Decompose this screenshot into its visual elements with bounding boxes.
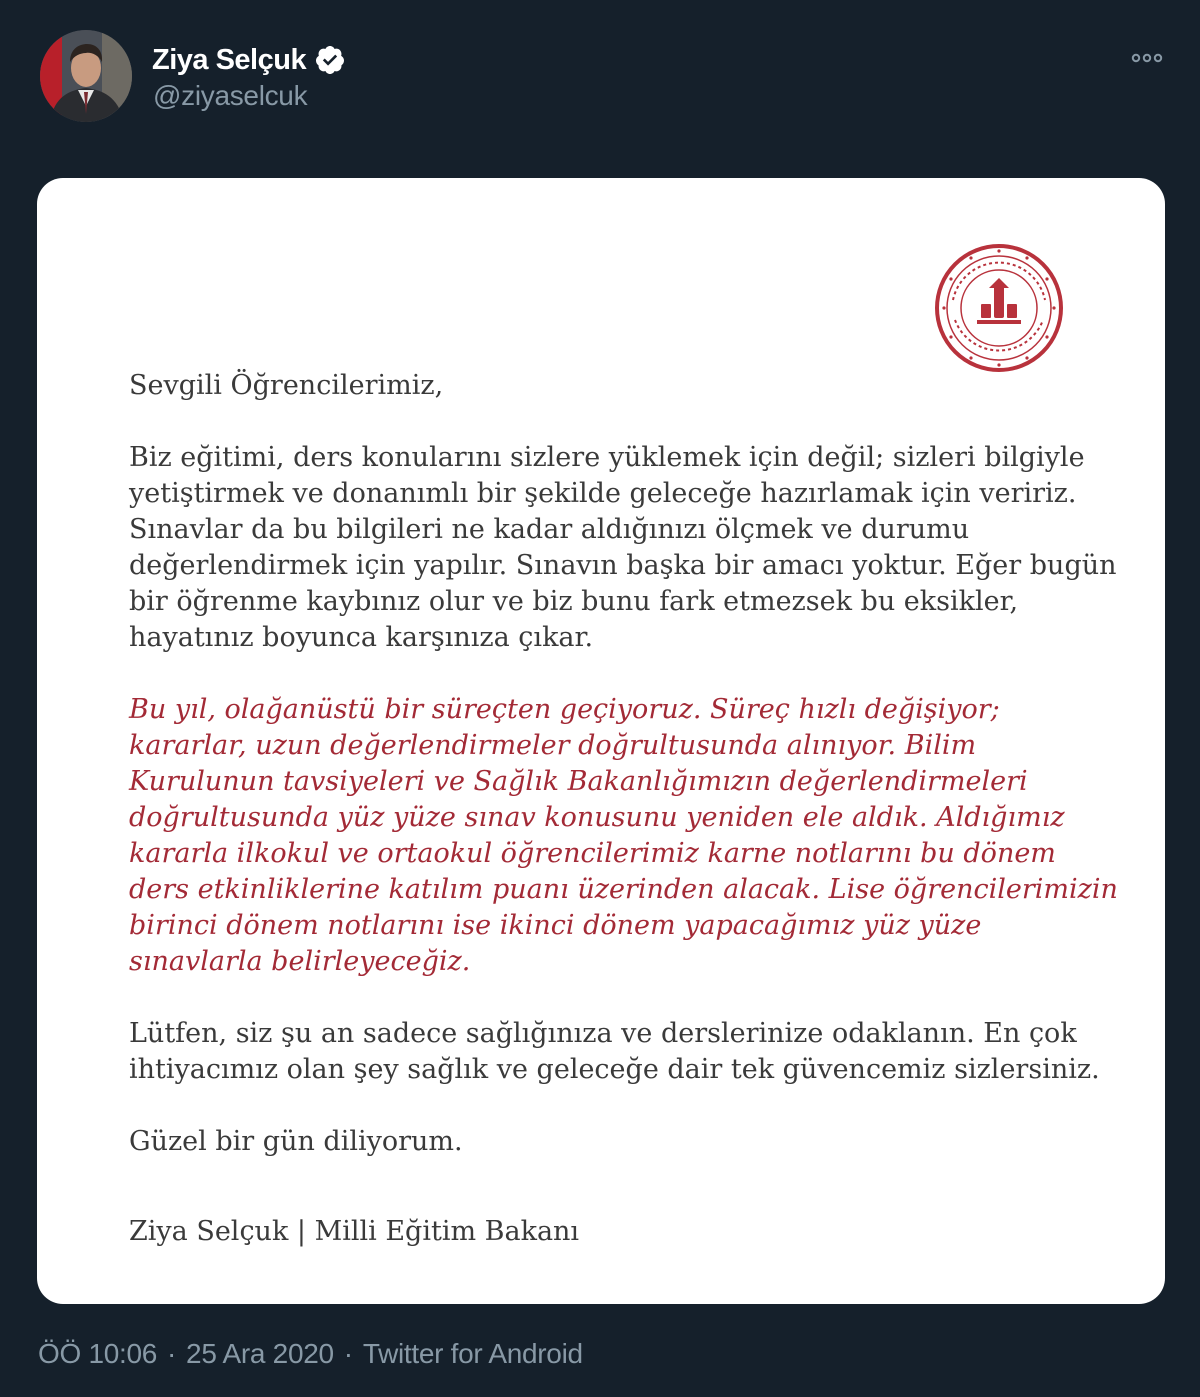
author-handle[interactable]: @ziyaselcuk — [153, 80, 308, 111]
ministry-seal-icon — [933, 242, 1065, 374]
letter-paragraph: Lütfen, siz şu an sadece sağlığınıza ve derslerinize odaklanın. En çok ihtiyacımız olan şey sağlık ve geleceğe dair tek güvencemiz sizlersiniz. — [129, 1018, 1100, 1085]
more-horizontal-icon[interactable] — [1130, 48, 1164, 68]
author-display-name[interactable]: Ziya Selçuk — [152, 43, 307, 76]
letter-signature: Ziya Selçuk | Milli Eğitim Bakanı — [129, 1216, 580, 1247]
tweet-source-link[interactable]: Twitter for Android — [362, 1338, 583, 1369]
avatar-photo — [40, 30, 132, 122]
letter-paragraph-emphasis: Bu yıl, olağanüstü bir süreçten geçiyoruz. Süreç hızlı değişiyor; kararlar, uzun değerlendirmeler doğrultusunda alınıyor. Bilim Kurulunun tavsiyeleri ve Sağlık Bakanlığımızın değerlendirmeleri doğrultusunda yüz yüze sınav konusunu yeniden ele aldık. Aldığımız kararla ilkokul ve ortaokul öğrencilerimiz karne notlarını bu dönem ders etkinliklerine katılım puanı üzerinden alacak. Lise öğrencilerimizin birinci dönem notlarını ise ikinci dönem yapacağımız yüz yüze sınavlarla belirleyeceğiz. — [129, 694, 1118, 977]
tweet-time[interactable]: ÖÖ 10:06 — [38, 1338, 158, 1369]
tweet-media-image[interactable] — [37, 178, 1165, 1304]
letter-body — [129, 368, 1119, 1250]
author-name-row[interactable] — [152, 40, 346, 80]
meta-separator: · — [167, 1338, 177, 1369]
meta-separator: · — [343, 1338, 353, 1369]
letter-closing: Güzel bir gün diliyorum. — [129, 1126, 463, 1157]
tweet-date[interactable]: 25 Ara 2020 — [186, 1338, 334, 1369]
letter-greeting: Sevgili Öğrencilerimiz, — [129, 370, 444, 401]
author-avatar[interactable] — [40, 30, 132, 122]
tweet-meta — [38, 1338, 583, 1370]
verified-badge-icon — [314, 44, 346, 76]
letter-paragraph: Biz eğitimi, ders konularını sizlere yüklemek için değil; sizleri bilgiyle yetiştirmek ve donanımlı bir şekilde geleceğe hazırlamak için veririz. Sınavlar da bu bilgileri ne kadar aldığınızı ölçmek ve durumu değerlendirmek için yapılır. Sınavın başka bir amacı yoktur. Eğer bugün bir öğrenme kaybınız olur ve biz bunu fark etmezsek bu eksikler, hayatınız boyunca karşınıza çıkar. — [129, 442, 1117, 653]
